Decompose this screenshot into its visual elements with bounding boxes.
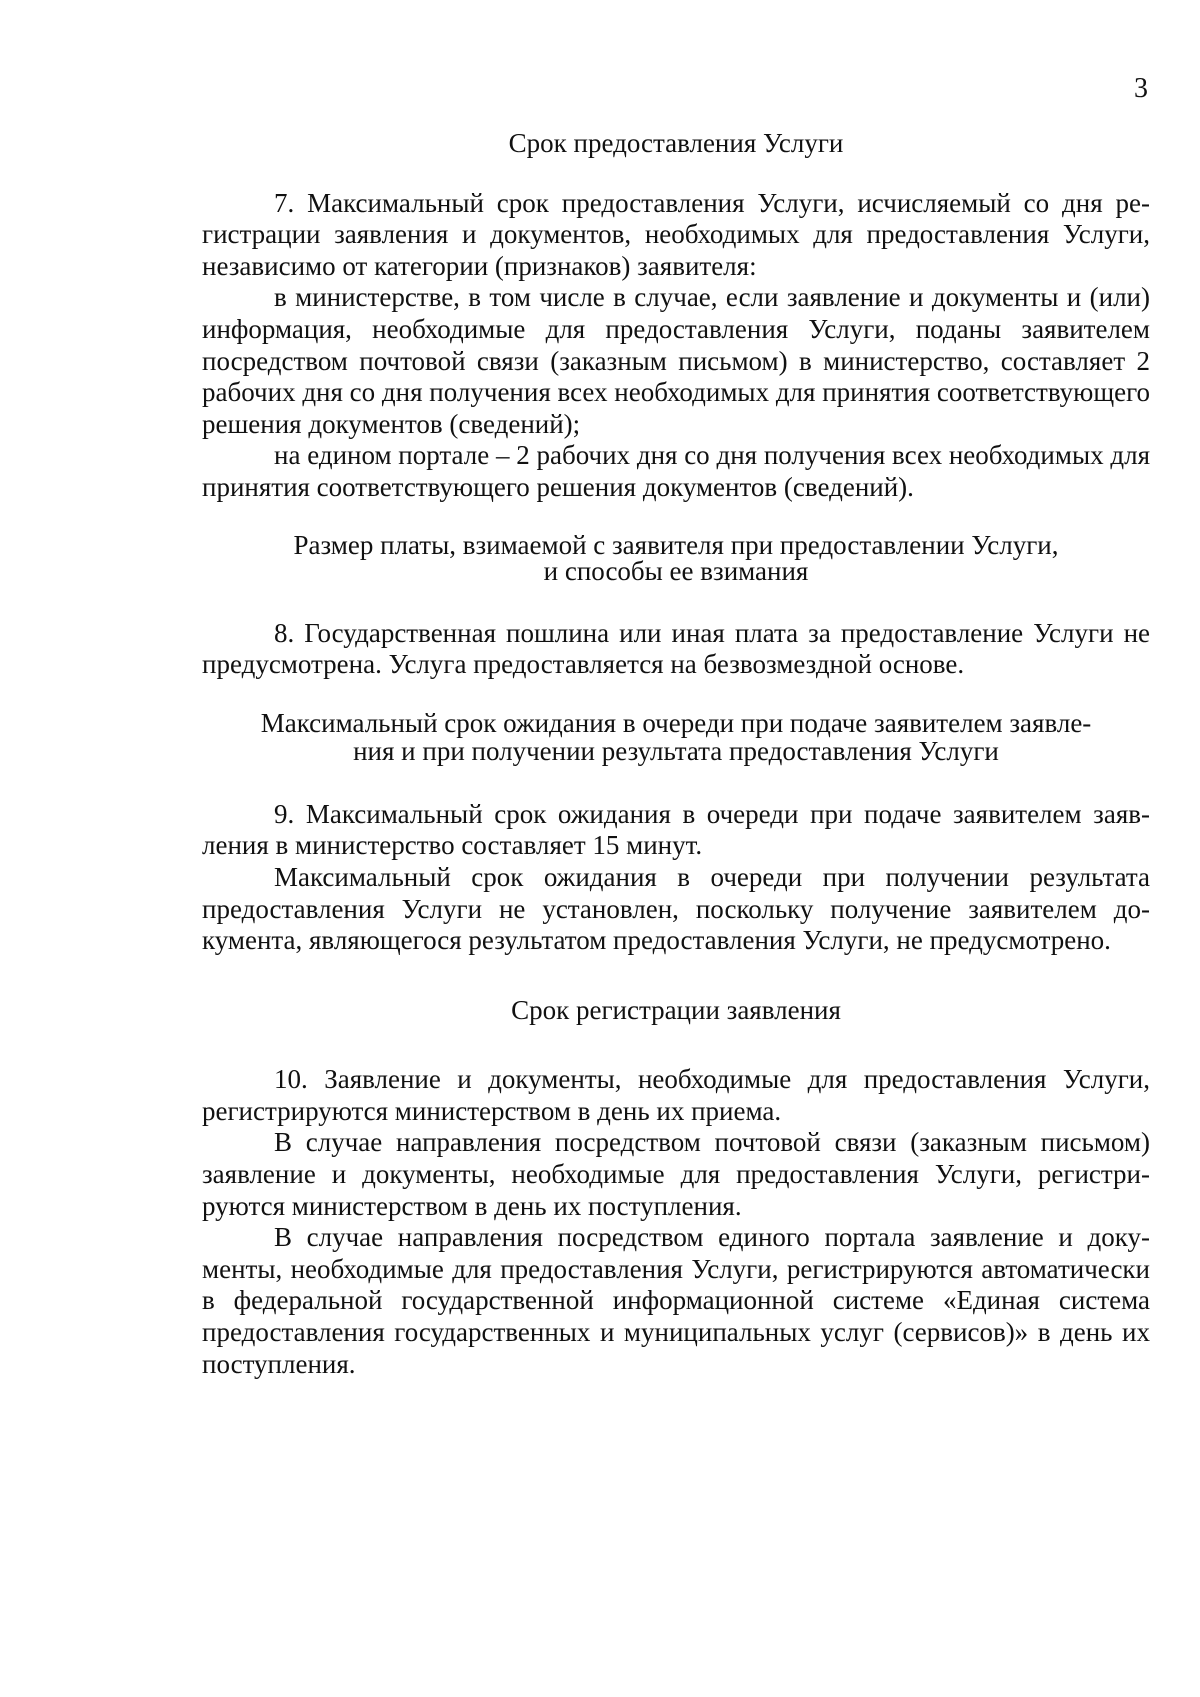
paragraph: В случае направления посредством почтовой связи (заказным письмом) заявление и документы, необходимые для предоставления Услуги, регистрируются министерством в день их поступления. bbox=[202, 1127, 1150, 1221]
paragraph: 10. Заявление и документы, необходимые для предоставления Услуги, регистрируются министерством в день их приема. bbox=[202, 1064, 1150, 1126]
section-payment bbox=[202, 529, 1150, 681]
section-heading bbox=[202, 709, 1150, 765]
section-heading: Срок регистрации заявления bbox=[511, 994, 841, 1025]
section-heading: Срок предоставления Услуги bbox=[508, 128, 844, 158]
paragraph: 8. Государственная пошлина или иная плата за предоставление Услуги не предусмотрена. Услуга предоставляется на безвозмездной основе. bbox=[202, 617, 1150, 680]
section-heading-line: и способы ее взимания bbox=[543, 555, 809, 586]
paragraph: 7. Максимальный срок предоставления Услуги, исчисляемый со дня регистрации заявления и документов, необходимых для предоставления Услуги, независимо от категории (признаков) заявителя: bbox=[202, 187, 1150, 281]
section-heading-line: Размер платы, взимаемой с заявителя при предоставлении Услуги, bbox=[293, 529, 1059, 560]
page-number: 3 bbox=[1134, 73, 1148, 104]
paragraph: Максимальный срок ожидания в очереди при получении результата предоставления Услуги не установлен, поскольку получение заявителем документа, являющегося результатом предоставления Услуги, не предусмотрено. bbox=[202, 861, 1150, 956]
section-heading-line: ния и при получении результата предоставления Услуги bbox=[353, 735, 999, 766]
section-heading-line: Максимальный срок ожидания в очереди при подаче заявителем заявле- bbox=[260, 707, 1092, 738]
section-queue-time bbox=[202, 709, 1150, 957]
section-heading bbox=[202, 529, 1150, 586]
section-registration-term bbox=[202, 995, 1150, 1381]
section-service-term bbox=[202, 128, 1150, 504]
paragraph: 9. Максимальный срок ожидания в очереди при подаче заявителем заявления в министерство составляет 15 минут. bbox=[202, 798, 1150, 861]
paragraph: в министерстве, в том числе в случае, если заявление и документы и (или) информация, необходимые для предоставления Услуги, поданы заявителем посредством почтовой связи (заказным письмом) в министерство, составляет 2 рабочих дня со дня получения всех необходимых для принятия соответствующего решения документов (сведений); bbox=[202, 282, 1150, 439]
paragraph: на едином портале – 2 рабочих дня со дня получения всех необходимых для принятия соответствующего решения документов (сведений). bbox=[202, 440, 1150, 502]
document-body bbox=[202, 128, 1150, 1380]
paragraph: В случае направления посредством единого портала заявление и документы, необходимые для предоставления Услуги, регистрируются автоматически в федеральной государственной информационной системе «Единая система предоставления государственных и муниципальных услуг (сервисов)» в день их поступления. bbox=[202, 1222, 1150, 1379]
